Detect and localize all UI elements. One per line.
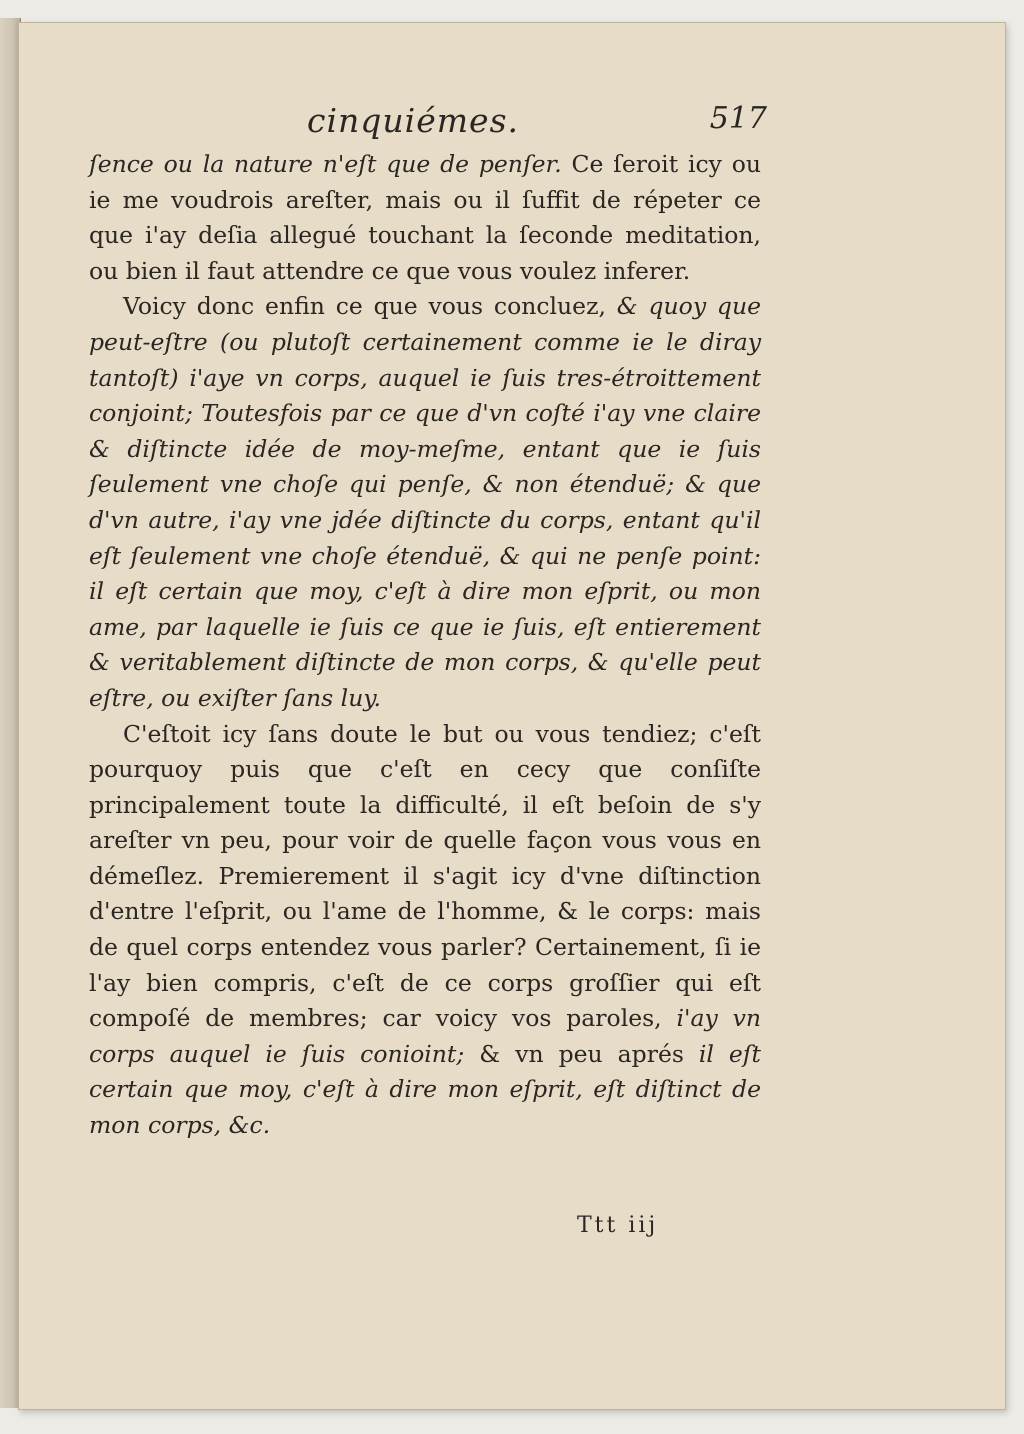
text-segment: C'eſtoit icy ſans doute le but ou vous tendiez; c'eſt pourquoy puis que c'eſt en cecy que conſiſte principalement toute la difficulté, il eſt beſoin de s'y areſter vn peu, pour voir de quelle façon vous vous en démeſlez. Premierement il s'agit icy d'vne diſtinction d'entre l'eſprit, ou l'ame de l'homme, & le corps: mais de quel corps entendez vous parler? Certainement, ſi ie l'ay bien compris, c'eſt de ce corps groſſier qui eſt compoſé de membres; car voicy vos paroles,: [89, 719, 761, 1033]
text-segment: il eſt certain que moy, c'eſt à dire mon eſprit, eſt diſtinct de mon corps, &c.: [89, 1039, 761, 1140]
text-segment: i'ay vn corps auquel ie ſuis conioint;: [89, 1004, 761, 1068]
running-title: cinquiémes.: [307, 101, 519, 140]
running-head: [89, 101, 767, 147]
signature-mark: Ttt iij: [577, 1213, 659, 1238]
text-segment: & vn peu aprés: [464, 1039, 699, 1068]
paragraph-quoted-conclusion: [89, 289, 761, 716]
book-page: [18, 22, 1006, 1410]
page-number: 517: [709, 101, 767, 136]
text-segment: & quoy que peut-eſtre (ou plutoſt certainement comme ie le diray tantoſt) i'aye vn corps, auquel ie ſuis tres-étroittement conjoint; Toutesfois par ce que d'vn coſté i'ay vne claire & diſtincte idée de moy-meſme, entant que ie ſuis ſeulement vne choſe qui penſe, & non étenduë; & que d'vn autre, i'ay vne jdée diſtincte du corps, entant qu'il eſt ſeulement vne choſe étenduë, & qui ne penſe point: il eſt certain que moy, c'eſt à dire mon eſprit, ou mon ame, par laquelle ie ſuis ce que ie ſuis, eſt entierement & veritablement diſtincte de mon corps, & qu'elle peut eſtre, ou exiſter ſans luy.: [89, 292, 762, 712]
page-content: [89, 101, 767, 1238]
text-segment: ſence ou la nature n'eſt que de penſer.: [89, 150, 562, 178]
body-text: [89, 147, 761, 1144]
text-segment: Voicy donc enfin ce que vous concluez,: [123, 292, 617, 321]
text-segment: Ce ſeroit icy ou ie me voudrois areſter, mais ou il ſuffit de répeter ce que i'ay deſia allegué touchant la ſeconde meditation, ou bien il faut attendre ce que vous voulez inferer.: [89, 150, 761, 285]
paragraph-continuation: [89, 147, 761, 289]
paragraph-commentary: [89, 717, 761, 1144]
